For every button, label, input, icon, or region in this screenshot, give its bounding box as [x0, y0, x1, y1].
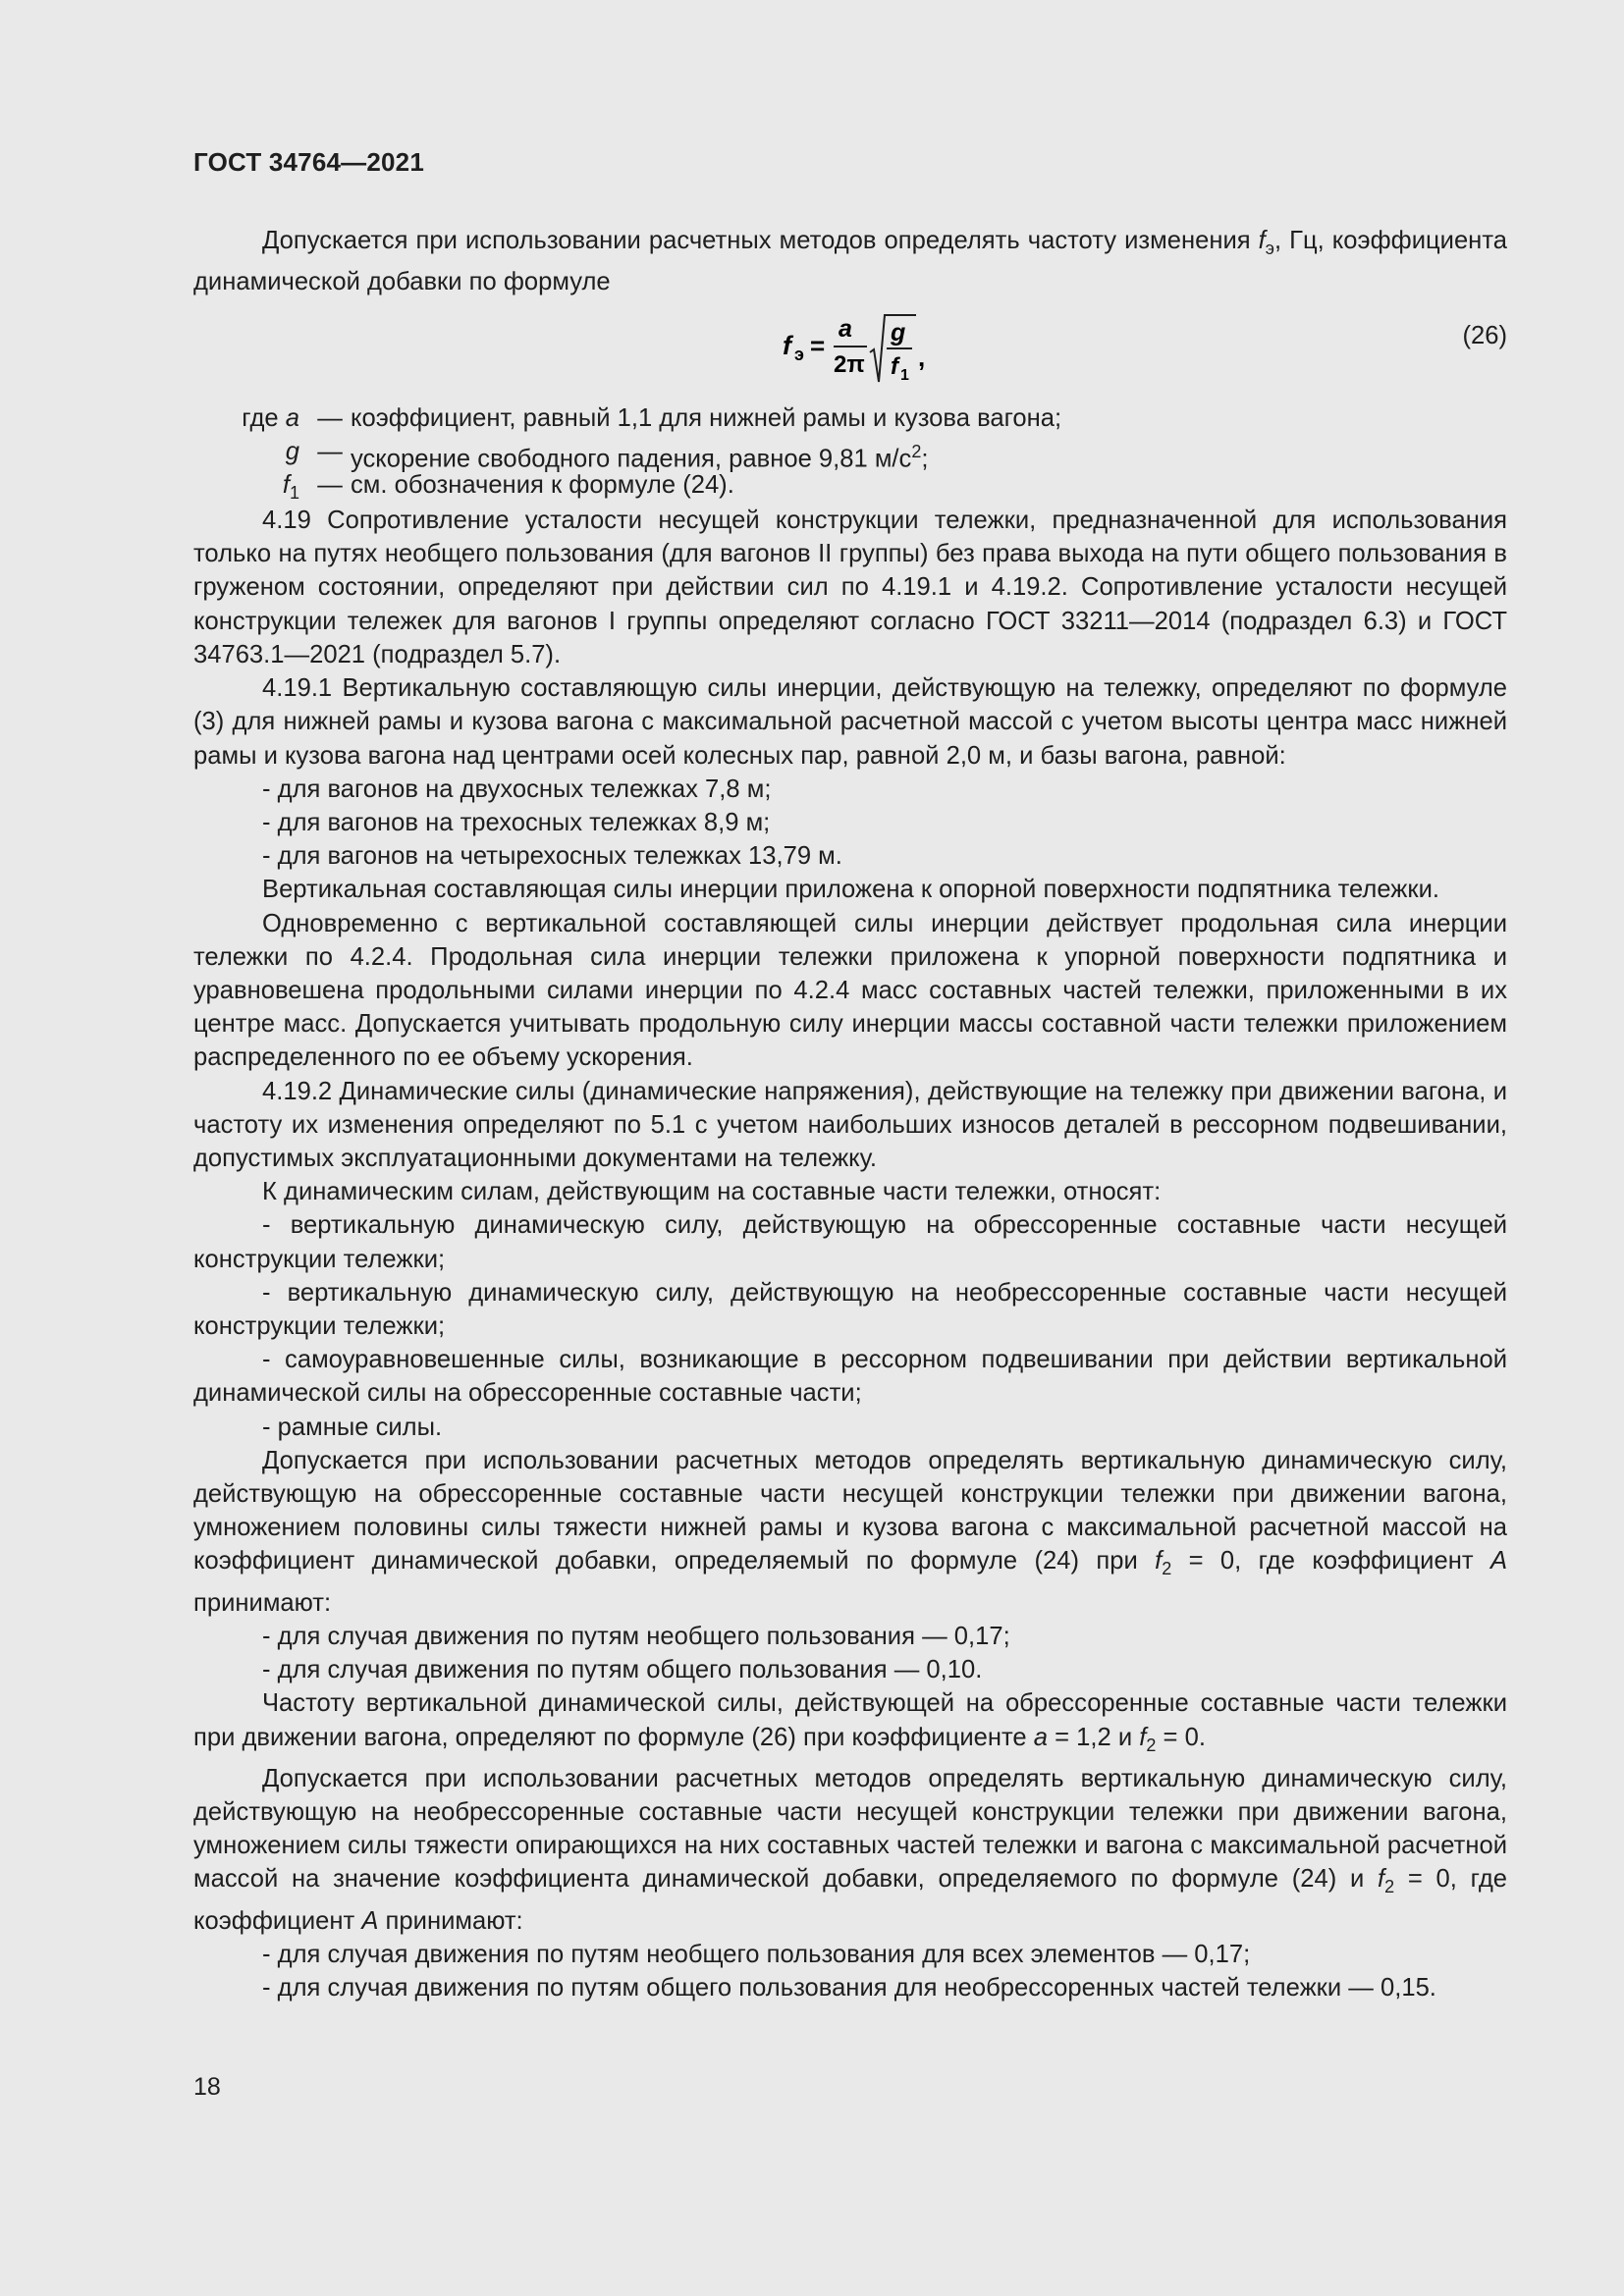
list-item: - рамные силы.: [262, 1413, 443, 1441]
subscript: 2: [1162, 1559, 1172, 1579]
where-definition: коэффициент, равный 1,1 для нижней рамы и кузова вагона;: [351, 403, 1062, 432]
text: принимают:: [193, 1588, 332, 1617]
symbol: f: [1155, 1547, 1163, 1575]
paragraph: Вертикальная составляющая силы инерции приложена к опорной поверхности подпятника тележки.: [262, 876, 1440, 904]
equation-number: (26): [1462, 321, 1507, 349]
symbol: A: [361, 1906, 379, 1935]
paragraph: [193, 1762, 1507, 1938]
text: Допускается при использовании расчетных методов определять вертикальную динамическую силу, действующую на обрессоренные составные части несущей конструкции тележки при движении вагона, умножением половины силы тяжести нижней рамы и кузова вагона с максимальной расчетной массой на коэффициент динамической добавки, определяемый по формуле (24) при: [193, 1446, 1507, 1575]
paragraph: К динамическим силам, действующим на составные части тележки, относят:: [262, 1178, 1162, 1206]
text: = 1,2 и: [1048, 1723, 1140, 1751]
where-block: [193, 401, 1507, 503]
where-definition: см. обозначения к формуле (24).: [351, 470, 734, 499]
text: Частоту вертикальной динамической силы, действующей на обрессоренные составные части тележки при движении вагона, определяют по формуле (26) при коэффициенте: [193, 1689, 1507, 1751]
paragraph: Одновременно с вертикальной составляющей силы инерции действует продольная сила инерции тележки по 4.2.4. Продольная сила инерции тележки приложена к упорной поверхности подпятника и уравновешена продольными силами инерции по 4.2.4 масс составных частей тележки, приложенными в их центре масс. Допускается учитывать продольную силу инерции массы составной части тележки приложением распределенного по ее объему ускорения.: [193, 909, 1507, 1072]
list-item: - для вагонов на четырехосных тележках 13,79 м.: [262, 842, 842, 871]
symbol: f: [1258, 227, 1266, 254]
where-row-f1: [193, 468, 1507, 502]
list-item: - для вагонов на трехосных тележках 8,9 м;: [262, 808, 771, 836]
where-symbol: [193, 468, 309, 502]
symbol: A: [1489, 1547, 1508, 1575]
radical-denominator-sub: 1: [900, 366, 909, 384]
dash: —: [317, 403, 343, 432]
list-item: - для случая движения по путям необщего пользования для всех элементов — 0,17;: [262, 1940, 1251, 1968]
text: Допускается при использовании расчетных методов определять частоту изменения: [262, 227, 1259, 254]
list-item: - самоуравновешенные силы, возникающие в рессорном подвешивании при действии вертикальной динамической силы на обрессоренные составные части;: [193, 1346, 1507, 1408]
symbol: a: [1033, 1723, 1049, 1751]
list-item: - для случая движения по путям необщего пользования — 0,17;: [262, 1622, 1010, 1650]
symbol: g: [285, 437, 299, 465]
where-symbol: [193, 401, 309, 435]
paragraph-4-19-2: 4.19.2 Динамические силы (динамические напряжения), действующие на тележку при движении вагона, и частоту их изменения определяют по 5.1 с учетом наибольших износов деталей в рессорном подвешивании, допустимых эксплуатационными документами на тележку.: [193, 1077, 1507, 1172]
subscript: 2: [1146, 1735, 1157, 1755]
formula-expression: [783, 305, 940, 392]
subscript: 1: [289, 483, 299, 503]
text: ускорение свободного падения, равное 9,81 м/с: [351, 445, 912, 473]
symbol: a: [285, 403, 299, 432]
text: = 0, где коэффициент: [193, 1865, 1507, 1935]
paragraph-4-19-1: 4.19.1 Вертикальную составляющую силы инерции, действующую на тележку, определяют по формуле (3) для нижней рамы и кузова вагона с максимальной расчетной массой с учетом высоты центра масс нижней рамы и кузова вагона над центрами осей колесных пар, равной 2,0 м, и базы вагона, равной:: [193, 674, 1507, 770]
page-number: 18: [193, 2073, 221, 2101]
formula-lhs-sub: э: [794, 344, 804, 364]
paragraph: [193, 1686, 1507, 1762]
paragraph-4-19: 4.19 Сопротивление усталости несущей конструкции тележки, предназначенной для использования только на путях необщего пользования (для вагонов II группы) без права выхода на пути общего пользования в груженом состоянии, определяют при действии сил по 4.19.1 и 4.19.2. Сопротивление усталости несущей конструкции тележек для вагонов I группы определяют согласно ГОСТ 33211—2014 (подраздел 6.3) и ГОСТ 34763.1—2021 (подраздел 5.7).: [193, 507, 1507, 668]
symbol: f: [282, 470, 290, 499]
list-item: - вертикальную динамическую силу, действующую на обрессоренные составные части несущей конструкции тележки;: [193, 1211, 1507, 1273]
formula-lhs: f: [783, 330, 791, 360]
where-definition: [351, 435, 929, 473]
text: = 0, где коэффициент: [1171, 1547, 1490, 1575]
superscript: 2: [911, 441, 922, 461]
where-symbol: [193, 435, 309, 468]
list-item: - вертикальную динамическую силу, действующую на необрессоренные составные части несущей конструкции тележки;: [193, 1278, 1507, 1340]
radical-denominator: f: [891, 352, 898, 380]
formula-equals: =: [810, 330, 826, 360]
paragraph-intro: [193, 224, 1507, 299]
symbol: f: [1378, 1865, 1385, 1894]
symbol: f: [1139, 1723, 1147, 1751]
subscript: 2: [1384, 1877, 1395, 1897]
document-header: ГОСТ 34764—2021: [193, 147, 424, 177]
text: принимают:: [378, 1906, 523, 1935]
subscript: э: [1265, 239, 1274, 259]
list-item: - для случая движения по путям общего пользования для необрессоренных частей тележки — 0,15.: [262, 1974, 1436, 2002]
formula-26: [193, 305, 1507, 392]
text: Допускается при использовании расчетных методов определять вертикальную динамическую силу, действующую на необрессоренные составные части несущей конструкции тележки при движении вагона, умножением силы тяжести опирающихся на них составных частей тележки и вагона с максимальной расчетной массой на значение коэффициента динамической добавки, определяемого по формуле (24) и: [193, 1764, 1507, 1894]
where-prefix: где: [242, 403, 286, 432]
list-item: - для вагонов на двухосных тележках 7,8 м;: [262, 774, 772, 803]
where-row-g: [193, 435, 1507, 473]
where-row-a: [193, 401, 1507, 435]
text: ;: [921, 445, 929, 473]
formula-comma: ,: [918, 342, 926, 372]
dash: —: [317, 470, 343, 499]
text: = 0.: [1156, 1723, 1206, 1751]
paragraph: [193, 1444, 1507, 1620]
text: , Гц, коэффициента динамической добавки по формуле: [193, 227, 1507, 296]
dash: —: [317, 437, 343, 465]
list-item: - для случая движения по путям общего пользования — 0,10.: [262, 1656, 983, 1684]
formula-numerator: a: [839, 314, 852, 343]
radical-numerator: g: [891, 318, 906, 347]
formula-denominator: 2π: [834, 350, 865, 378]
document-body: [193, 224, 1507, 2004]
